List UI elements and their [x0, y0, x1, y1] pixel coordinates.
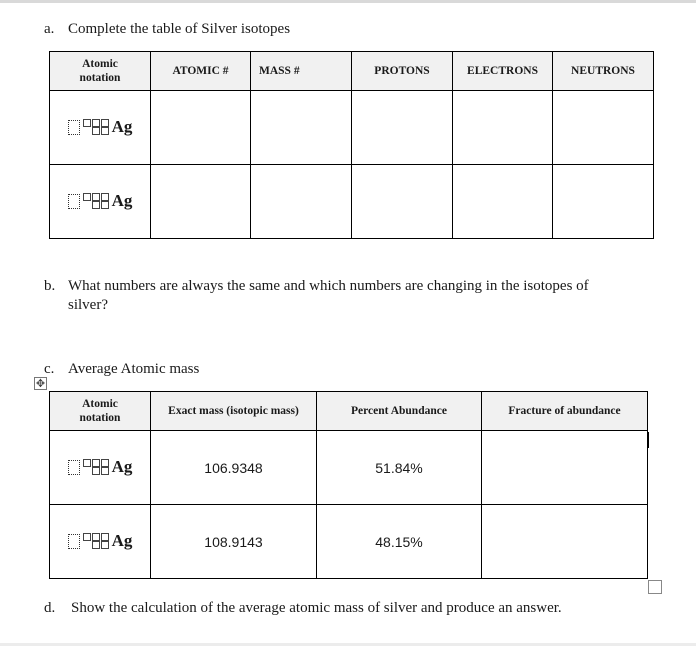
text-cursor: [648, 432, 649, 448]
mass-number-cell[interactable]: [251, 165, 352, 239]
percent-abundance-cell[interactable]: 48.15%: [317, 505, 482, 579]
isotope-table: [49, 51, 654, 239]
question-a: [44, 20, 290, 39]
atomic-number-cell[interactable]: [151, 91, 251, 165]
table-row: [50, 91, 654, 165]
atomic-notation-cell: [50, 505, 151, 579]
electrons-cell[interactable]: [453, 91, 553, 165]
exact-mass-cell[interactable]: 108.9143: [151, 505, 317, 579]
average-mass-header-row: [50, 392, 648, 431]
question-a-text: Complete the table of Silver isotopes: [68, 21, 291, 37]
question-d: [44, 599, 562, 618]
atomic-number-cell[interactable]: [151, 165, 251, 239]
atomic-notation-equation[interactable]: [68, 457, 133, 477]
placeholder-box-icon: [68, 460, 80, 475]
neutrons-cell[interactable]: [553, 91, 654, 165]
question-c-text: Average Atomic mass: [68, 361, 200, 377]
atomic-notation-equation[interactable]: [68, 191, 133, 211]
isotope-table-header-row: [50, 52, 654, 91]
protons-cell[interactable]: [352, 165, 453, 239]
question-c-label: c.: [44, 361, 55, 377]
table-row: [50, 505, 648, 579]
superscript-subscript-placeholder: [82, 459, 109, 475]
question-d-text: Show the calculation of the average atomic mass of silver and produce an answer.: [71, 600, 562, 616]
header-protons: PROTONS: [352, 52, 453, 91]
element-symbol: Ag: [111, 117, 133, 137]
atomic-notation-cell: [50, 91, 151, 165]
placeholder-box-icon: [68, 534, 80, 549]
mass-number-cell[interactable]: [251, 91, 352, 165]
fracture-of-abundance-cell[interactable]: [482, 505, 648, 579]
atomic-notation-equation[interactable]: [68, 531, 133, 551]
header-electrons: ELECTRONS: [453, 52, 553, 91]
header-neutrons: NEUTRONS: [553, 52, 654, 91]
percent-abundance-cell[interactable]: 51.84%: [317, 431, 482, 505]
table-move-handle-icon[interactable]: ✥: [35, 377, 46, 390]
page-top-border: [0, 0, 696, 3]
placeholder-box-icon: [68, 120, 80, 135]
header-exact-mass: Exact mass (isotopic mass): [151, 392, 317, 431]
question-b-line2: silver?: [68, 297, 108, 313]
header-fracture-of-abundance: Fracture of abundance: [482, 392, 648, 431]
element-symbol: Ag: [111, 457, 133, 477]
superscript-subscript-placeholder: [82, 119, 109, 135]
table-row: [50, 431, 648, 505]
header-mass-number: MASS #: [251, 52, 352, 91]
header-atomic-notation: Atomic notation: [50, 52, 151, 91]
table-resize-handle-icon[interactable]: [648, 580, 662, 594]
atomic-notation-cell: [50, 165, 151, 239]
question-d-label: d.: [44, 600, 56, 616]
average-mass-table: [49, 391, 648, 579]
protons-cell[interactable]: [352, 91, 453, 165]
element-symbol: Ag: [111, 531, 133, 551]
fracture-of-abundance-cell[interactable]: [482, 431, 648, 505]
question-b-line1: What numbers are always the same and which numbers are changing in the isotopes of: [68, 278, 589, 294]
header-atomic-notation: Atomic notation: [50, 392, 151, 431]
question-a-label: a.: [44, 21, 55, 37]
question-b-label: b.: [44, 278, 56, 294]
header-atomic-number: ATOMIC #: [151, 52, 251, 91]
superscript-subscript-placeholder: [82, 193, 109, 209]
question-c: [44, 360, 199, 379]
atomic-notation-equation[interactable]: [68, 117, 133, 137]
superscript-subscript-placeholder: [82, 533, 109, 549]
atomic-notation-cell: [50, 431, 151, 505]
exact-mass-cell[interactable]: 106.9348: [151, 431, 317, 505]
neutrons-cell[interactable]: [553, 165, 654, 239]
table-row: [50, 165, 654, 239]
question-b: [44, 277, 589, 315]
electrons-cell[interactable]: [453, 165, 553, 239]
placeholder-box-icon: [68, 194, 80, 209]
element-symbol: Ag: [111, 191, 133, 211]
header-percent-abundance: Percent Abundance: [317, 392, 482, 431]
